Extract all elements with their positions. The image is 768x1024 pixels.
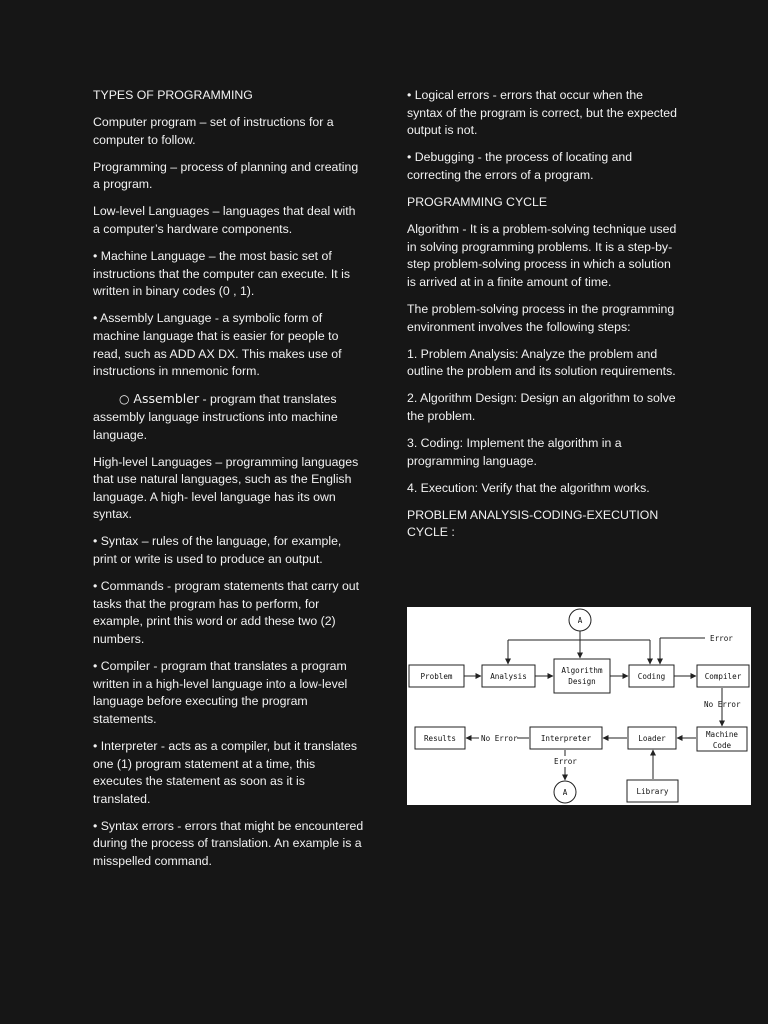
section-heading-programming-cycle: PROGRAMMING CYCLE [407, 194, 548, 209]
section-heading-types: TYPES OF PROGRAMMING [93, 88, 253, 102]
bullet-assembly-language: • Assembly Language - a symbolic form of machine language that is easier for people to read, such as ADD AX DX. This makes use of instructions in mnemonic form. [93, 311, 342, 379]
box-results [415, 727, 465, 749]
bullet-logical-errors: • Logical errors - errors that occur when the syntax of the program is correct, but the expected output is not. [407, 88, 677, 138]
box-algorithm-design [554, 659, 610, 693]
svg-text:A: A [562, 788, 568, 797]
connector-a-bottom [554, 781, 576, 803]
connector-a-top [569, 609, 591, 631]
circle-bullet-icon: ○ [119, 392, 130, 407]
step-execution: 4. Execution: Verify that the algorithm works. [407, 480, 650, 495]
paragraph-programming: Programming – process of planning and creating a program. [93, 159, 359, 192]
step-problem-analysis: 1. Problem Analysis: Analyze the problem and outline the problem and its solution requirements. [407, 346, 676, 379]
svg-text:A: A [577, 616, 583, 625]
svg-text:Compiler: Compiler [704, 672, 742, 681]
bullet-interpreter: • Interpreter - acts as a compiler, but it translates one (1) program statement at a time, this executes the statement as soon as it is translated. [93, 738, 358, 806]
paragraph-high-level-languages: High-level Languages – programming languages that use natural languages, such as the English language. A high- level language has its own syntax. [93, 454, 359, 522]
box-interpreter [530, 727, 602, 749]
left-column [93, 87, 365, 880]
paragraph-low-level-languages: Low-level Languages – languages that deal with a computer’s hardware components. [93, 204, 356, 237]
bullet-compiler: • Compiler - program that translates a program written in a high-level language into a low-level language before executing the program statements. [93, 659, 348, 726]
box-compiler [697, 665, 749, 687]
svg-text:Analysis: Analysis [490, 672, 527, 681]
step-algorithm-design: 2. Algorithm Design: Design an algorithm to solve the problem. [407, 391, 676, 423]
svg-text:Coding: Coding [637, 672, 666, 681]
paragraph-algorithm: Algorithm - It is a problem-solving technique used in solving programming problems. It is a step-by-step problem-solving process in which a solution is arrived at in a finite amount of time. [407, 222, 677, 289]
bullet-syntax-errors: • Syntax errors - errors that might be encountered during the process of translation. An example is a misspelled command. [93, 818, 364, 868]
box-coding [629, 665, 674, 687]
box-problem [409, 665, 464, 687]
bullet-commands: • Commands - program statements that carry out tasks that the program has to perform, for example, print this word or add these two (2) numbers. [93, 579, 360, 646]
step-coding: 3. Coding: Implement the algorithm in a programming language. [407, 436, 622, 468]
svg-text:Design: Design [568, 677, 596, 686]
flow-connectors [464, 631, 722, 780]
svg-text:Machine: Machine [705, 730, 739, 739]
svg-text:Algorithm: Algorithm [561, 666, 603, 675]
paragraph-problem-solving-process: The problem-solving process in the programming environment involves the following steps: [407, 301, 675, 334]
flowchart-svg [407, 607, 751, 805]
assembler-definition: - program that translates assembly language instructions into machine language. [93, 392, 338, 442]
box-machine-code [697, 727, 747, 751]
box-loader [628, 727, 676, 749]
svg-text:Interpreter: Interpreter [540, 734, 592, 743]
section-heading-pace-cycle: PROBLEM ANALYSIS-CODING-EXECUTION CYCLE : [407, 507, 659, 540]
svg-text:Code: Code [712, 741, 732, 750]
svg-text:Library: Library [636, 787, 669, 796]
label-error-bottom: Error [554, 757, 577, 766]
bullet-machine-language: • Machine Language – the most basic set of instructions that the computer can execute. It is written in binary codes (0 , 1). [93, 249, 350, 299]
label-no-error-bottom: No Error [481, 734, 518, 743]
box-library [627, 780, 678, 802]
paragraph-computer-program: Computer program – set of instructions for a computer to follow. [93, 115, 334, 147]
label-error-top: Error [710, 634, 733, 643]
right-column [407, 87, 681, 551]
svg-text:Problem: Problem [420, 672, 453, 681]
label-no-error-right: No Error [704, 700, 741, 709]
svg-text:Results: Results [423, 734, 457, 743]
bullet-debugging: • Debugging - the process of locating and correcting the errors of a program. [407, 150, 633, 182]
sub-bullet-assembler [93, 390, 365, 444]
box-analysis [482, 665, 535, 687]
svg-text:Loader: Loader [638, 734, 666, 743]
assembler-term: Assembler [133, 391, 200, 407]
pace-cycle-diagram [407, 607, 751, 805]
bullet-syntax: • Syntax – rules of the language, for example, print or write is used to produce an output. [93, 534, 342, 567]
